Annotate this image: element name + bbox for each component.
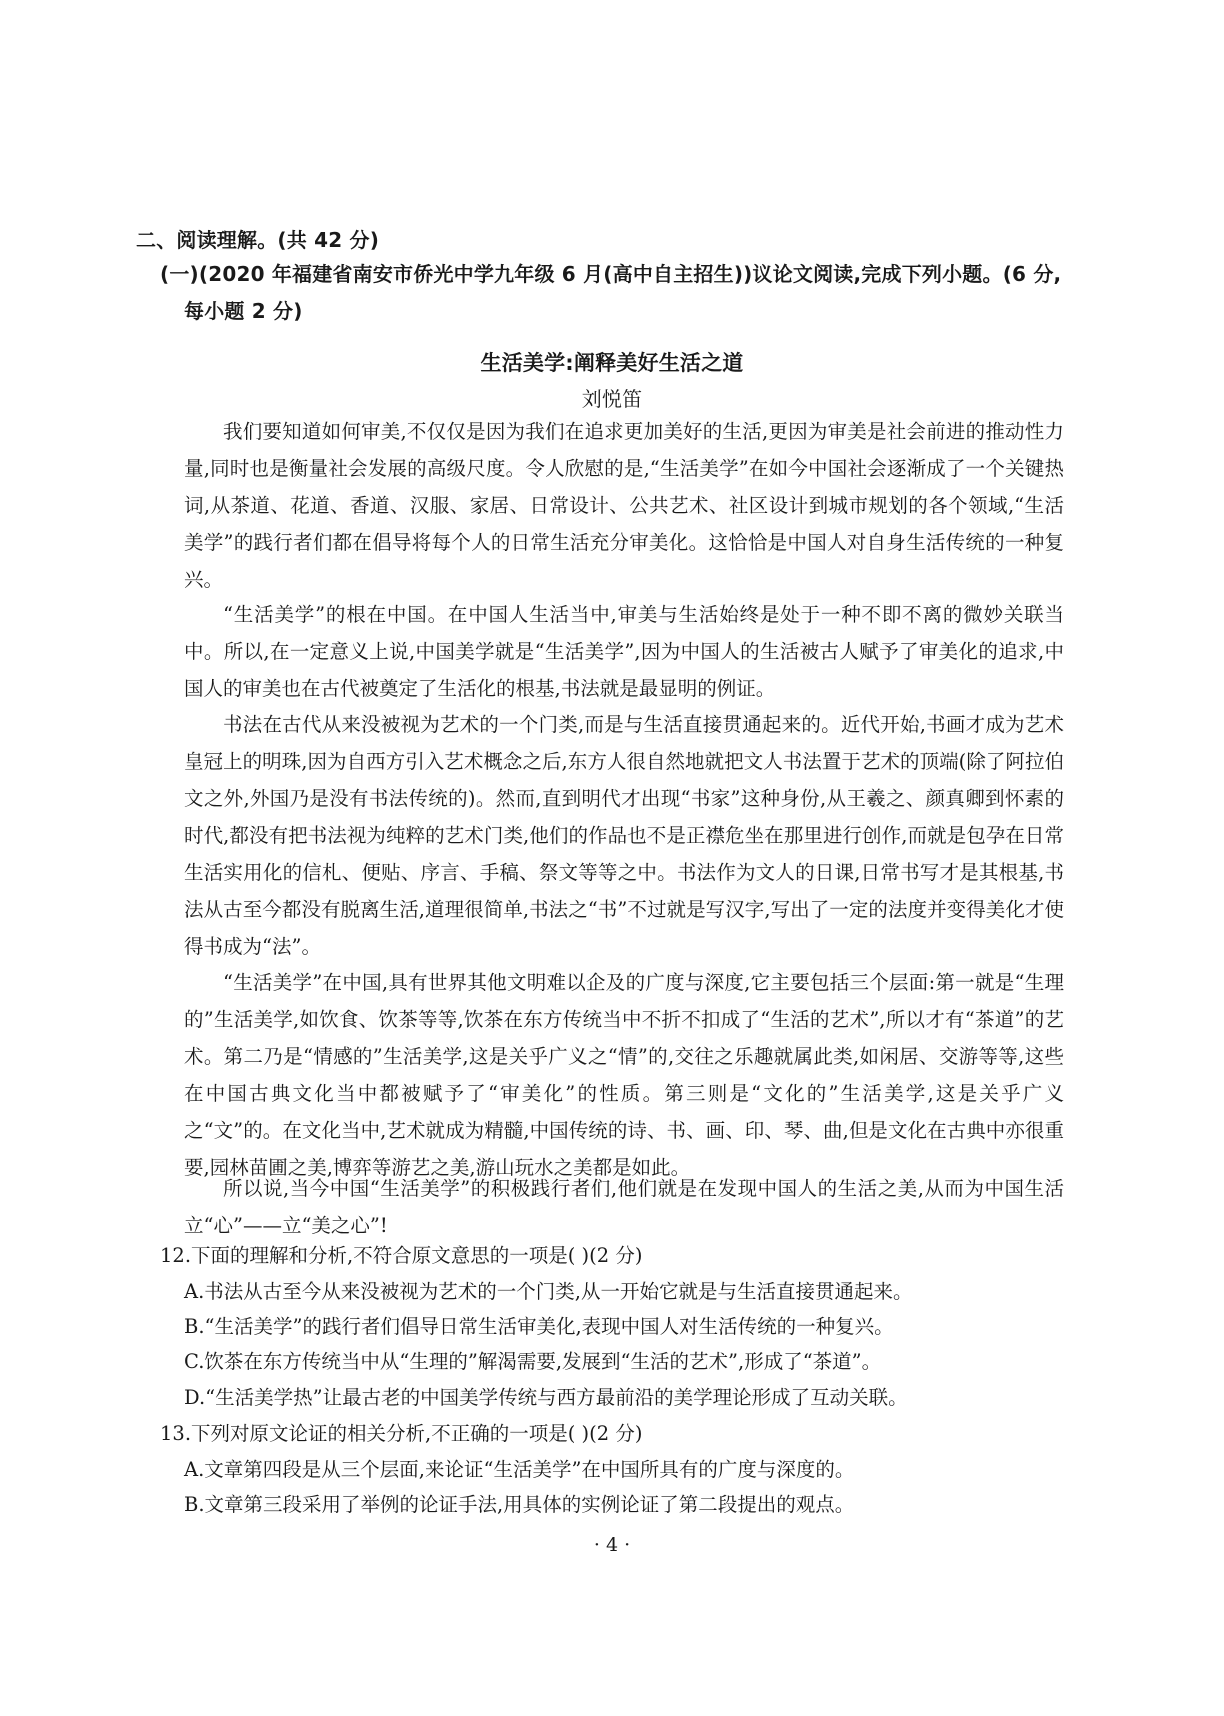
article-paragraph: “生活美学”的根在中国。在中国人生活当中,审美与生活始终是处于一种不即不离的微妙关联当中。所以,在一定意义上说,中国美学就是“生活美学”,因为中国人的生活被古人赋予了审美化的追求,中国人的审美也在古代被奠定了生活化的根基,书法就是最显明的例证。: [184, 603, 1064, 700]
passage-instruction: (一)(2020 年福建省南安市侨光中学九年级 6 月(高中自主招生))议论文阅读,完成下列小题。(6 分,: [160, 262, 1062, 286]
article-paragraph: 书法在古代从来没被视为艺术的一个门类,而是与生活直接贯通起来的。近代开始,书画才成为艺术皇冠上的明珠,因为自西方引入艺术概念之后,东方人很自然地就把文人书法置于艺术的顶端(除了阿拉伯文之外,外国乃是没有书法传统的)。然而,直到明代才出现“书家”这种身份,从王羲之、颜真卿到怀素的时代,都没有把书法视为纯粹的艺术门类,他们的作品也不是正襟危坐在那里进行创作,而就是包孕在日常生活实用化的信札、便贴、序言、手稿、祭文等等之中。书法作为文人的日课,日常书写才是其根基,书法从古至今都没有脱离生活,道理很简单,书法之“书”不过就是写汉字,写出了一定的法度并变得美化才使得书成为“法”。: [184, 713, 1064, 958]
article-title: 生活美学:阐释美好生活之道: [480, 351, 744, 375]
passage-instruction-continued: 每小题 2 分): [184, 299, 303, 323]
section-heading: 二、阅读理解。(共 42 分): [136, 228, 380, 252]
article-paragraph: 所以说,当今中国“生活美学”的积极践行者们,他们就是在发现中国人的生活之美,从而为中国生活立“心”——立“美之心”!: [184, 1177, 1064, 1237]
question-12-option-b: B.“生活美学”的践行者们倡导日常生活审美化,表现中国人对生活传统的一种复兴。: [184, 1315, 894, 1338]
article-paragraph: 我们要知道如何审美,不仅仅是因为我们在追求更加美好的生活,更因为审美是社会前进的推动性力量,同时也是衡量社会发展的高级尺度。令人欣慰的是,“生活美学”在如今中国社会逐渐成了一个关键热词,从茶道、花道、香道、汉服、家居、日常设计、公共艺术、社区设计到城市规划的各个领域,“生活美学”的践行者们都在倡导将每个人的日常生活充分审美化。这恰恰是中国人对自身生活传统的一种复兴。: [184, 420, 1064, 591]
question-13-option-b: B.文章第三段采用了举例的论证手法,用具体的实例论证了第二段提出的观点。: [184, 1493, 855, 1516]
question-13-stem: 13.下列对原文论证的相关分析,不正确的一项是( )(2 分): [160, 1422, 643, 1445]
page-number: · 4 ·: [593, 1534, 631, 1556]
article-author: 刘悦笛: [581, 387, 643, 411]
question-12-option-c: C.饮茶在东方传统当中从“生理的”解渴需要,发展到“生活的艺术”,形成了“茶道”。: [184, 1350, 882, 1373]
question-12-option-d: D.“生活美学热”让最古老的中国美学传统与西方最前沿的美学理论形成了互动关联。: [184, 1386, 908, 1409]
question-12-option-a: A.书法从古至今从来没被视为艺术的一个门类,从一开始它就是与生活直接贯通起来。: [184, 1280, 913, 1303]
question-13-option-a: A.文章第四段是从三个层面,来论证“生活美学”在中国所具有的广度与深度的。: [184, 1458, 855, 1481]
article-paragraph: “生活美学”在中国,具有世界其他文明难以企及的广度与深度,它主要包括三个层面:第一就是“生理的”生活美学,如饮食、饮茶等等,饮茶在东方传统当中不折不扣成了“生活的艺术”,所以才有“茶道”的艺术。第二乃是“情感的”生活美学,这是关乎广义之“情”的,交往之乐趣就属此类,如闲居、交游等等,这些在中国古典文化当中都被赋予了“审美化”的性质。第三则是“文化的”生活美学,这是关乎广义之“文”的。在文化当中,艺术就成为精髓,中国传统的诗、书、画、印、琴、曲,但是文化在古典中亦很重要,园林苗圃之美,博弈等游艺之美,游山玩水之美都是如此。: [184, 971, 1064, 1179]
question-12-stem: 12.下面的理解和分析,不符合原文意思的一项是( )(2 分): [160, 1244, 643, 1267]
